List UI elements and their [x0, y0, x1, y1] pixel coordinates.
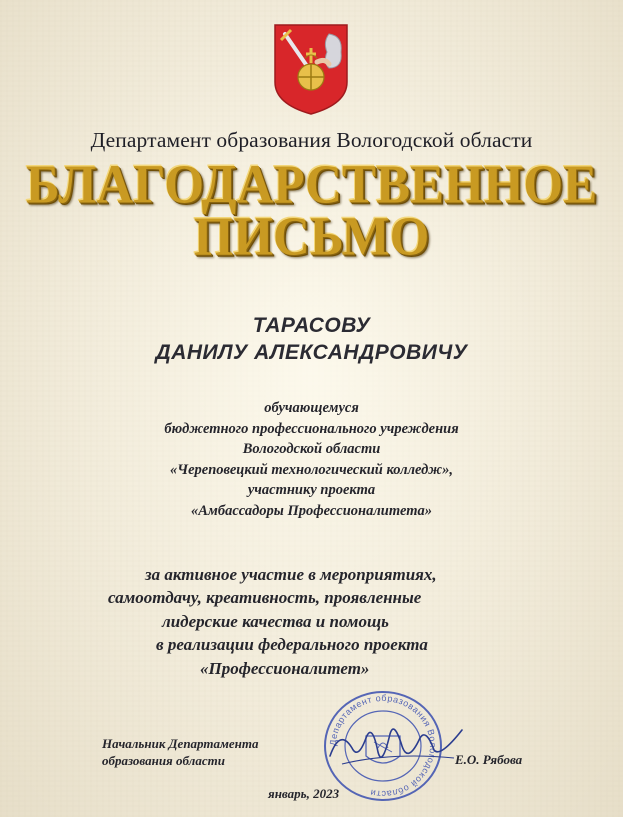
position-line: образования области: [102, 753, 225, 768]
merit-line: за активное участие в мероприятиях,: [145, 565, 437, 584]
description-line: «Череповецкий технологический колледж»,: [170, 461, 453, 478]
description-line: обучающемуся: [264, 400, 359, 416]
position-line: Начальник Департамента: [102, 736, 259, 751]
description-line: бюджетного профессионального учреждения: [164, 420, 459, 437]
stamp-text: Департамент образования Вологодской области: [327, 692, 439, 800]
recipient-description: [0, 398, 623, 521]
recipient-surname: ТАРАСОВУ: [252, 314, 371, 337]
merit-line: в реализации федерального проекта: [156, 635, 428, 654]
recipient-given-names: ДАНИЛУ АЛЕКСАНДРОВИЧУ: [155, 341, 468, 364]
description-line: «Амбассадоры Профессионалитета»: [191, 502, 432, 519]
merit-line: самоотдачу, креативность, проявленные: [108, 588, 422, 607]
issue-date: январь, 2023: [268, 786, 340, 801]
merit-line: «Профессионалитет»: [200, 659, 370, 678]
department-heading: Департамент образования Вологодской области: [90, 128, 533, 152]
signatory-name: Е.О. Рябова: [455, 752, 523, 767]
description-line: участнику проекта: [247, 482, 376, 498]
merit-line: лидерские качества и помощь: [162, 612, 389, 631]
signatory-position: [102, 735, 259, 769]
title-line-2: ПИСЬМО: [193, 206, 430, 268]
description-line: Вологодской области: [242, 441, 381, 457]
coat-of-arms-emblem: [271, 22, 351, 116]
handwritten-signature: [322, 708, 472, 783]
title-line-1: БЛАГОДАРСТВЕННОЕ: [25, 154, 598, 216]
